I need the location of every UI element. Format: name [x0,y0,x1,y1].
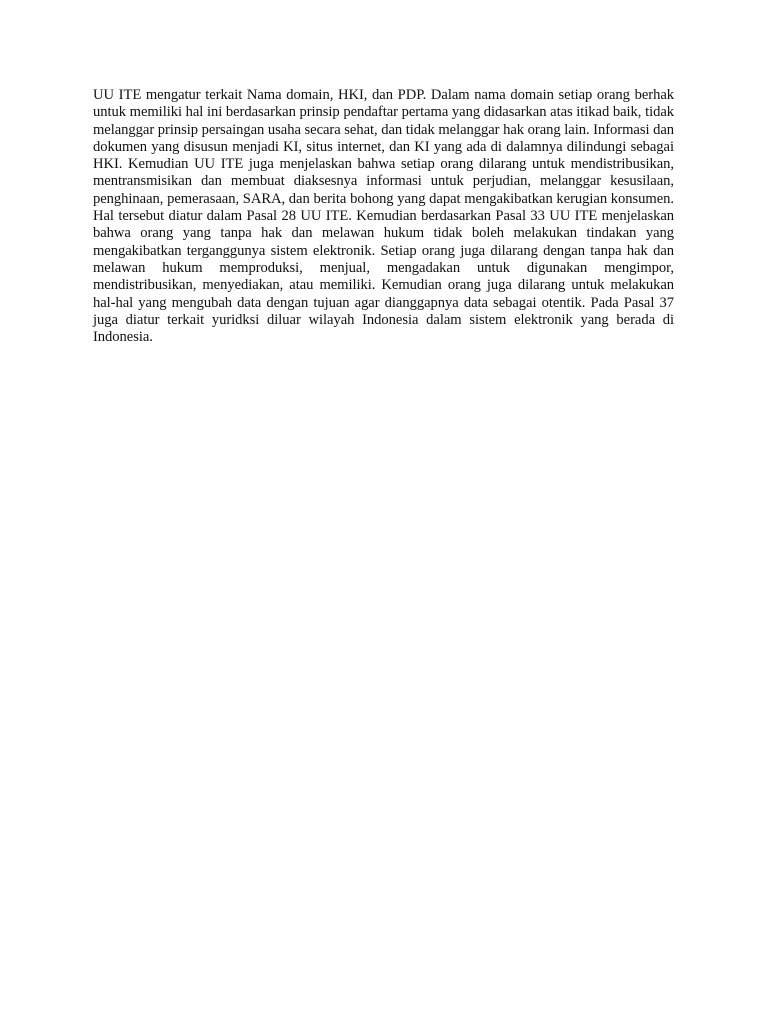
body-paragraph: UU ITE mengatur terkait Nama domain, HKI, dan PDP. Dalam nama domain setiap orang berhak untuk memiliki hal ini berdasarkan prinsip pendaftar pertama yang didasarkan atas itikad baik, tidak melanggar prinsip persaingan usaha secara sehat, dan tidak melanggar hak orang lain. Informasi dan dokumen yang disusun menjadi KI, situs internet, dan KI yang ada di dalamnya dilindungi sebagai HKI. Kemudian UU ITE juga menjelaskan bahwa setiap orang dilarang untuk mendistribusikan, mentransmisikan dan membuat diaksesnya informasi untuk perjudian, melanggar kesusilaan, penghinaan, pemerasaan, SARA, dan berita bohong yang dapat mengakibatkan kerugian konsumen. Hal tersebut diatur dalam Pasal 28 UU ITE. Kemudian berdasarkan Pasal 33 UU ITE menjelaskan bahwa orang yang tanpa hak dan melawan hukum tidak boleh melakukan tindakan yang mengakibatkan terganggunya sistem elektronik. Setiap orang juga dilarang dengan tanpa hak dan melawan hukum memproduksi, menjual, mengadakan untuk digunakan mengimpor, mendistribusikan, menyediakan, atau memiliki. Kemudian orang juga dilarang untuk melakukan hal-hal yang mengubah data dengan tujuan agar dianggapnya data sebagai otentik. Pada Pasal 37 juga diatur terkait yuridksi diluar wilayah Indonesia dalam sistem elektronik yang berada di Indonesia. [93,87,674,346]
